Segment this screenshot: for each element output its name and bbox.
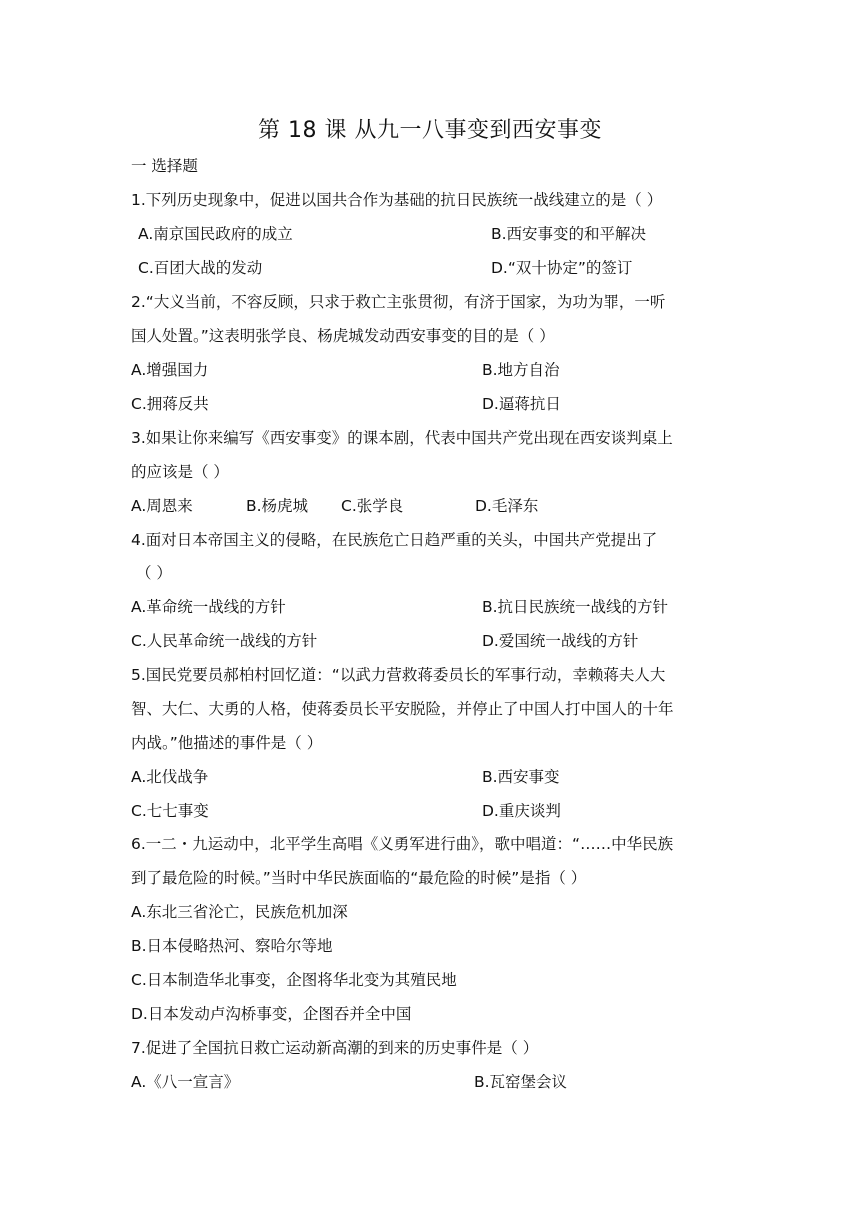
question-4-stem-line2: （ ） xyxy=(136,564,172,582)
q6-option-b: B.日本侵略热河、察哈尔等地 xyxy=(131,937,333,955)
question-5-stem-line2: 智、大仁、大勇的人格，使蒋委员长平安脱险，并停止了中国人打中国人的十年 xyxy=(131,700,674,718)
q6-option-c: C.日本制造华北事变，企图将华北变为其殖民地 xyxy=(131,971,457,989)
q3-option-d: D.毛泽东 xyxy=(475,497,539,515)
q7-option-b: B.瓦窑堡会议 xyxy=(474,1073,568,1091)
question-5-stem: 5.国民党要员郝柏村回忆道：“以武力营救蒋委员长的军事行动，幸赖蒋夫人大 xyxy=(131,666,666,684)
question-7-stem: 7.促进了全国抗日救亡运动新高潮的到来的历史事件是（ ） xyxy=(131,1039,539,1057)
q4-option-a: A.革命统一战线的方针 xyxy=(131,598,286,616)
q3-option-b: B.杨虎城 xyxy=(246,497,309,515)
question-4-stem: 4.面对日本帝国主义的侵略，在民族危亡日趋严重的关头，中国共产党提出了 xyxy=(131,531,658,549)
question-2-stem-line2: 国人处置。”这表明张学良、杨虎城发动西安事变的目的是（ ） xyxy=(131,327,555,345)
q3-option-c: C.张学良 xyxy=(341,497,404,515)
q2-option-d: D.逼蒋抗日 xyxy=(482,395,561,413)
question-6-stem: 6.一二・九运动中，北平学生高唱《义勇军进行曲》，歌中唱道：“……中华民族 xyxy=(131,835,674,853)
question-6-stem-line2: 到了最危险的时候。”当时中华民族面临的“最危险的时候”是指（ ） xyxy=(131,869,587,887)
q4-option-d: D.爱国统一战线的方针 xyxy=(482,632,639,650)
q7-option-a: A.《八一宣言》 xyxy=(131,1073,240,1091)
q6-option-d: D.日本发动卢沟桥事变，企图吞并全中国 xyxy=(131,1005,412,1023)
q2-option-c: C.拥蒋反共 xyxy=(131,395,209,413)
lesson-title: 第 18 课 从九一八事变到西安事变 xyxy=(258,118,602,143)
question-1-stem: 1.下列历史现象中，促进以国共合作为基础的抗日民族统一战线建立的是（ ） xyxy=(131,191,663,209)
question-5-stem-line3: 内战。”他描述的事件是（ ） xyxy=(131,734,323,752)
q1-option-a: A.南京国民政府的成立 xyxy=(138,225,293,243)
q1-option-b: B.西安事变的和平解决 xyxy=(491,225,647,243)
q1-option-c: C.百团大战的发动 xyxy=(138,259,263,277)
question-2-stem: 2.“大义当前，不容反顾，只求于救亡主张贯彻，有济于国家，为功为罪，一听 xyxy=(131,293,666,311)
q1-option-d: D.“双十协定”的签订 xyxy=(491,259,633,277)
q2-option-a: A.增强国力 xyxy=(131,361,209,379)
q5-option-a: A.北伐战争 xyxy=(131,768,209,786)
q5-option-d: D.重庆谈判 xyxy=(482,802,561,820)
q4-option-c: C.人民革命统一战线的方针 xyxy=(131,632,318,650)
question-3-stem-line2: 的应该是（ ） xyxy=(131,463,229,481)
question-3-stem: 3.如果让你来编写《西安事变》的课本剧，代表中国共产党出现在西安谈判桌上 xyxy=(131,429,673,447)
q6-option-a: A.东北三省沦亡，民族危机加深 xyxy=(131,903,348,921)
q4-option-b: B.抗日民族统一战线的方针 xyxy=(482,598,669,616)
section-heading: 一 选择题 xyxy=(131,157,198,175)
q5-option-c: C.七七事变 xyxy=(131,802,209,820)
q3-option-a: A.周恩来 xyxy=(131,497,193,515)
q2-option-b: B.地方自治 xyxy=(482,361,560,379)
q5-option-b: B.西安事变 xyxy=(482,768,560,786)
